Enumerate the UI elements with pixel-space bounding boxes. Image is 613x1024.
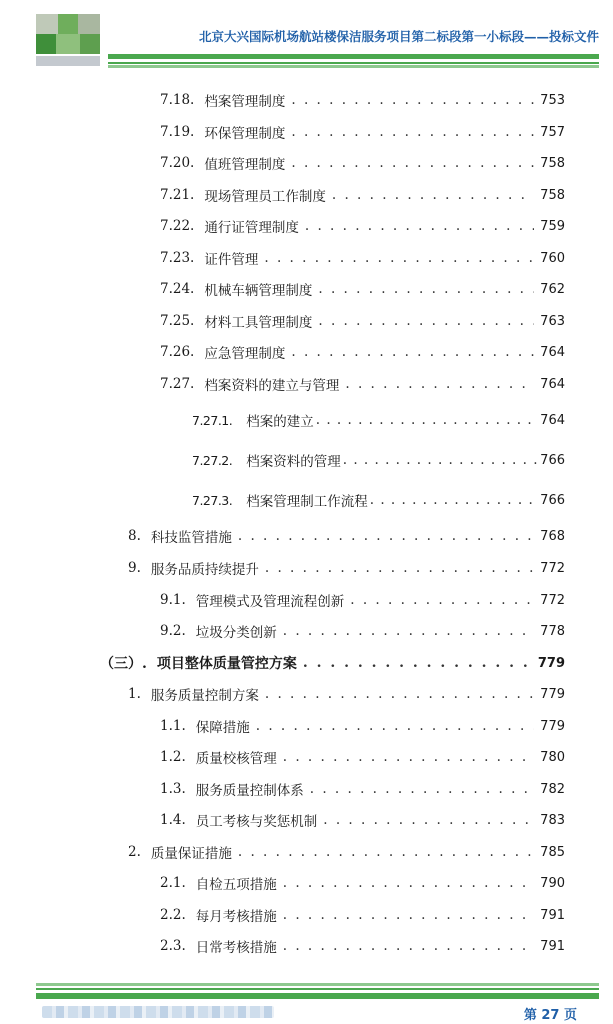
- toc-entry-title: 垃圾分类创新: [195, 625, 277, 641]
- toc-entry-title: 管理模式及管理流程创新: [195, 594, 345, 610]
- toc-leader-dots: [283, 907, 534, 923]
- toc-entry-number: 1.2.: [160, 749, 186, 765]
- toc-entry-number: 7.19.: [160, 124, 195, 140]
- footer-company-info-redacted: [42, 1006, 274, 1018]
- toc-entry-page: 766: [540, 492, 565, 508]
- toc-entry[interactable]: [160, 214, 565, 238]
- toc-leader-dots: [291, 124, 534, 140]
- toc-leader-dots: [256, 718, 534, 734]
- toc-entry-title: 现场管理员工作制度: [204, 189, 326, 205]
- toc-entry-number: 7.27.2.: [192, 452, 233, 468]
- toc-leader-dots: [238, 528, 534, 544]
- toc-entry-title: 环保管理制度: [204, 126, 286, 142]
- toc-entry-title: 通行证管理制度: [204, 220, 299, 236]
- toc-leader-dots: [291, 344, 534, 360]
- toc-entry-page: 764: [540, 376, 565, 392]
- toc-entry[interactable]: [160, 808, 565, 832]
- toc-entry-number: 1.: [128, 686, 141, 702]
- toc-leader-dots: [291, 92, 534, 108]
- toc-entry-number: 9.: [128, 560, 141, 576]
- toc-entry[interactable]: [160, 934, 565, 958]
- toc-entry-title: 材料工具管理制度: [204, 315, 313, 331]
- toc-leader-dots: [265, 560, 534, 576]
- toc-entry[interactable]: [192, 488, 565, 512]
- footer-rule: [36, 983, 599, 986]
- toc-entry-title: 档案管理制工作流程: [246, 494, 368, 510]
- toc-entry-page: 759: [540, 218, 565, 234]
- toc-entry-number: 7.21.: [160, 187, 195, 203]
- toc-entry[interactable]: [160, 714, 565, 738]
- toc-leader-dots: [283, 749, 534, 765]
- toc-leader-dots: [283, 875, 534, 891]
- toc-entry[interactable]: [128, 524, 565, 548]
- toc-leader-dots: [343, 452, 538, 468]
- company-logo: [36, 14, 100, 68]
- footer-rule: [36, 993, 599, 999]
- toc-entry[interactable]: [128, 840, 565, 864]
- toc-entry-page: 790: [540, 875, 565, 891]
- toc-entry-page: 779: [537, 655, 565, 671]
- toc-entry-number: 7.22.: [160, 218, 195, 234]
- toc-entry-title: 服务质量控制方案: [150, 688, 259, 704]
- toc-entry-title: 应急管理制度: [204, 346, 286, 362]
- toc-entry[interactable]: [192, 408, 565, 432]
- toc-entry-number: 9.2.: [160, 623, 186, 639]
- toc-entry[interactable]: [160, 277, 565, 301]
- toc-entry-number: 7.24.: [160, 281, 195, 297]
- toc-entry-number: 8.: [128, 528, 141, 544]
- toc-entry-page: 758: [540, 187, 565, 203]
- toc-entry[interactable]: [160, 120, 565, 144]
- toc-entry-number: 7.18.: [160, 92, 195, 108]
- toc-entry-title: 服务质量控制体系: [195, 783, 304, 799]
- toc-leader-dots: [318, 313, 534, 329]
- toc-entry-number: 2.2.: [160, 907, 186, 923]
- toc-entry[interactable]: [160, 246, 565, 270]
- toc-entry-number: 2.: [128, 844, 141, 860]
- toc-entry-title: 档案的建立: [246, 414, 314, 430]
- toc-entry-title: 自检五项措施: [195, 877, 277, 893]
- toc-entry-number: 7.27.3.: [192, 492, 233, 508]
- toc-entry-page: 779: [540, 686, 565, 702]
- toc-entry-page: 778: [540, 623, 565, 639]
- toc-entry[interactable]: [160, 183, 565, 207]
- toc-entry[interactable]: [128, 556, 565, 580]
- toc-leader-dots: [305, 218, 534, 234]
- toc-entry-number: 7.27.: [160, 376, 195, 392]
- toc-entry-number: 7.25.: [160, 313, 195, 329]
- toc-entry[interactable]: [160, 372, 565, 396]
- toc-entry-page: 779: [540, 718, 565, 734]
- toc-entry-page: 762: [540, 281, 565, 297]
- toc-entry-page: 760: [540, 250, 565, 266]
- toc-entry-title: 档案资料的建立与管理: [204, 378, 340, 394]
- toc-entry[interactable]: [128, 682, 565, 706]
- toc-leader-dots: [350, 592, 534, 608]
- toc-leader-dots: [303, 655, 532, 671]
- toc-leader-dots: [370, 492, 538, 508]
- toc-entry-page: 783: [540, 812, 565, 828]
- header-rule: [108, 62, 599, 64]
- header-rule: [108, 54, 599, 59]
- toc-entry[interactable]: [160, 871, 565, 895]
- toc-entry-page: 766: [540, 452, 565, 468]
- toc-entry[interactable]: [160, 619, 565, 643]
- toc-entry[interactable]: [160, 151, 565, 175]
- toc-entry[interactable]: [160, 903, 565, 927]
- toc-entry-page: 791: [540, 938, 565, 954]
- toc-entry-title: 保障措施: [195, 720, 250, 736]
- toc-entry-title: 项目整体质量管控方案: [156, 656, 297, 672]
- toc-entry-page: 772: [540, 560, 565, 576]
- toc-entry-page: 757: [540, 124, 565, 140]
- toc-leader-dots: [291, 155, 534, 171]
- toc-leader-dots: [238, 844, 534, 860]
- toc-entry[interactable]: [160, 588, 565, 612]
- toc-entry-number: 7.20.: [160, 155, 195, 171]
- toc-entry-number: 1.3.: [160, 781, 186, 797]
- toc-entry-page: 791: [540, 907, 565, 923]
- toc-entry-title: 科技监管措施: [150, 530, 232, 546]
- toc-entry-page: 768: [540, 528, 565, 544]
- toc-leader-dots: [283, 623, 534, 639]
- toc-entry-title: 档案资料的管理: [246, 454, 341, 470]
- toc-entry-title: 员工考核与奖惩机制: [195, 814, 318, 830]
- toc-section-entry[interactable]: [100, 651, 565, 675]
- toc-entry-page: 763: [540, 313, 565, 329]
- toc-entry[interactable]: [160, 88, 565, 112]
- toc-entry-page: 764: [540, 412, 565, 428]
- toc-entry-page: 785: [540, 844, 565, 860]
- toc-entry-title: 质量保证措施: [150, 846, 232, 862]
- toc-entry-number: 7.23.: [160, 250, 195, 266]
- toc-entry-number: 2.1.: [160, 875, 186, 891]
- toc-entry-number: 7.27.1.: [192, 412, 233, 428]
- toc-entry-number: 2.3.: [160, 938, 186, 954]
- toc-leader-dots: [310, 781, 534, 797]
- toc-entry[interactable]: [160, 340, 565, 364]
- toc-entry-number: 7.26.: [160, 344, 195, 360]
- toc-leader-dots: [316, 412, 538, 428]
- footer-rule: [36, 988, 599, 990]
- toc-entry-page: 753: [540, 92, 565, 108]
- toc-entry-title: 档案管理制度: [204, 94, 286, 110]
- toc-leader-dots: [332, 187, 534, 203]
- toc-leader-dots: [345, 376, 534, 392]
- toc-entry-title: 证件管理: [204, 252, 259, 268]
- header-rule: [108, 65, 599, 68]
- toc-entry-title: 质量校核管理: [195, 751, 277, 767]
- toc-entry-title: 值班管理制度: [204, 157, 286, 173]
- toc-entry-title: 日常考核措施: [195, 940, 277, 956]
- toc-entry-page: 772: [540, 592, 565, 608]
- toc-leader-dots: [264, 250, 534, 266]
- toc-entry-title: 机械车辆管理制度: [204, 283, 313, 299]
- toc-entry-number: 1.4.: [160, 812, 186, 828]
- toc-entry[interactable]: [160, 309, 565, 333]
- toc-entry[interactable]: [160, 745, 565, 769]
- toc-entry-number: （三）.: [100, 656, 147, 672]
- toc-leader-dots: [265, 686, 534, 702]
- toc-entry[interactable]: [192, 448, 565, 472]
- toc-entry-number: 9.1.: [160, 592, 186, 608]
- page-number: 第 27 页: [523, 1008, 577, 1023]
- toc-leader-dots: [323, 812, 534, 828]
- toc-leader-dots: [318, 281, 534, 297]
- toc-entry-page: 782: [540, 781, 565, 797]
- toc-entry-title: 服务品质持续提升: [150, 562, 259, 578]
- toc-leader-dots: [283, 938, 534, 954]
- toc-entry-page: 764: [540, 344, 565, 360]
- toc-entry-number: 1.1.: [160, 718, 186, 734]
- toc-entry-title: 每月考核措施: [195, 909, 277, 925]
- toc-entry-page: 780: [540, 749, 565, 765]
- document-header-title: 北京大兴国际机场航站楼保洁服务项目第二标段第一小标段——投标文件: [198, 29, 599, 44]
- toc-entry-page: 758: [540, 155, 565, 171]
- toc-entry[interactable]: [160, 777, 565, 801]
